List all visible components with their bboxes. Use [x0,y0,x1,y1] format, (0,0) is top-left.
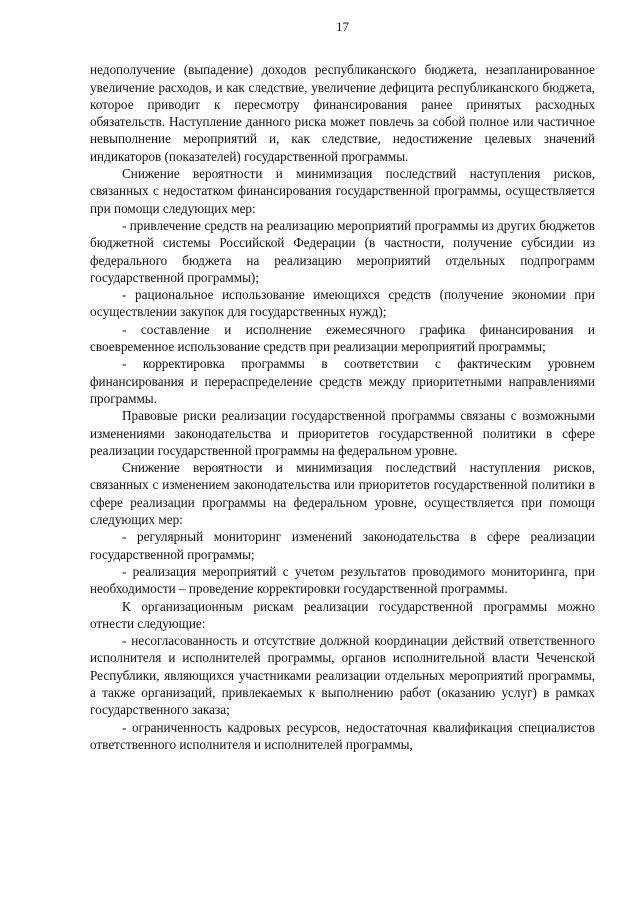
paragraph: недополучение (выпадение) доходов республиканского бюджета, незапланированное увеличение расходов, и как следствие, увеличение дефицита республиканского бюджета, которое приводит к пересмотру финансирования ранее принятых расходных обязательств. Наступление данного риска может повлечь за собой полное или частичное невыполнение мероприятий и, как следствие, недостижение целевых значений индикаторов (показателей) государственной программы. [90,62,595,164]
list-item: - составление и исполнение ежемесячного графика финансирования и своевременное использование средств при реализации мероприятий программы; [90,321,595,355]
list-item: - корректировка программы в соответствии с фактическим уровнем финансирования и перераспределение средств между приоритетными направлениями программы. [90,356,595,406]
list-item: - привлечение средств на реализацию мероприятий программы из других бюджетов бюджетной системы Российской Федерации (в частности, получение субсидии из федерального бюджета на реализацию мероприятий отдельных подпрограмм государственной программы); [90,217,595,285]
page-number: 17 [336,19,349,34]
list-item: - регулярный мониторинг изменений законодательства в сфере реализации государственной программы; [90,529,595,562]
list-item: - реализация мероприятий с учетом результатов проводимого мониторинга, при необходимости – проведение корректировки государственной программы. [90,563,595,597]
paragraph: Снижение вероятности и минимизация последствий наступления рисков, связанных с недостатком финансирования государственной программы, осуществляется при помощи следующих мер: [90,166,595,216]
list-item: - ограниченность кадровых ресурсов, недостаточная квалификация специалистов ответственного исполнителя и исполнителей программы, [90,719,595,752]
paragraph: К организационным рискам реализации государственной программы можно отнести следующие: [90,598,595,631]
paragraph: Снижение вероятности и минимизация последствий наступления рисков, связанных с изменением законодательства или приоритетов государственной политики в сфере реализации программы на федеральном уровне, осуществляется при помощи следующих мер: [90,460,595,528]
list-item: - несогласованность и отсутствие должной координации действий ответственного исполнителя и исполнителей программы, органов исполнительной власти Чеченской Республики, являющихся участниками реализации отдельных мероприятий программы, а также организаций, привлекаемых к выполнению работ (оказанию услуг) в рамках государственного заказа; [90,633,595,718]
list-item: - рациональное использование имеющихся средств (получение экономии при осуществлении закупок для государственных нужд); [90,287,595,320]
paragraph: Правовые риски реализации государственной программы связаны с возможными изменениями законодательства и приоритетов государственной политики в сфере реализации государственной программы на федеральном уровне. [90,408,595,458]
document-page [90,18,595,753]
